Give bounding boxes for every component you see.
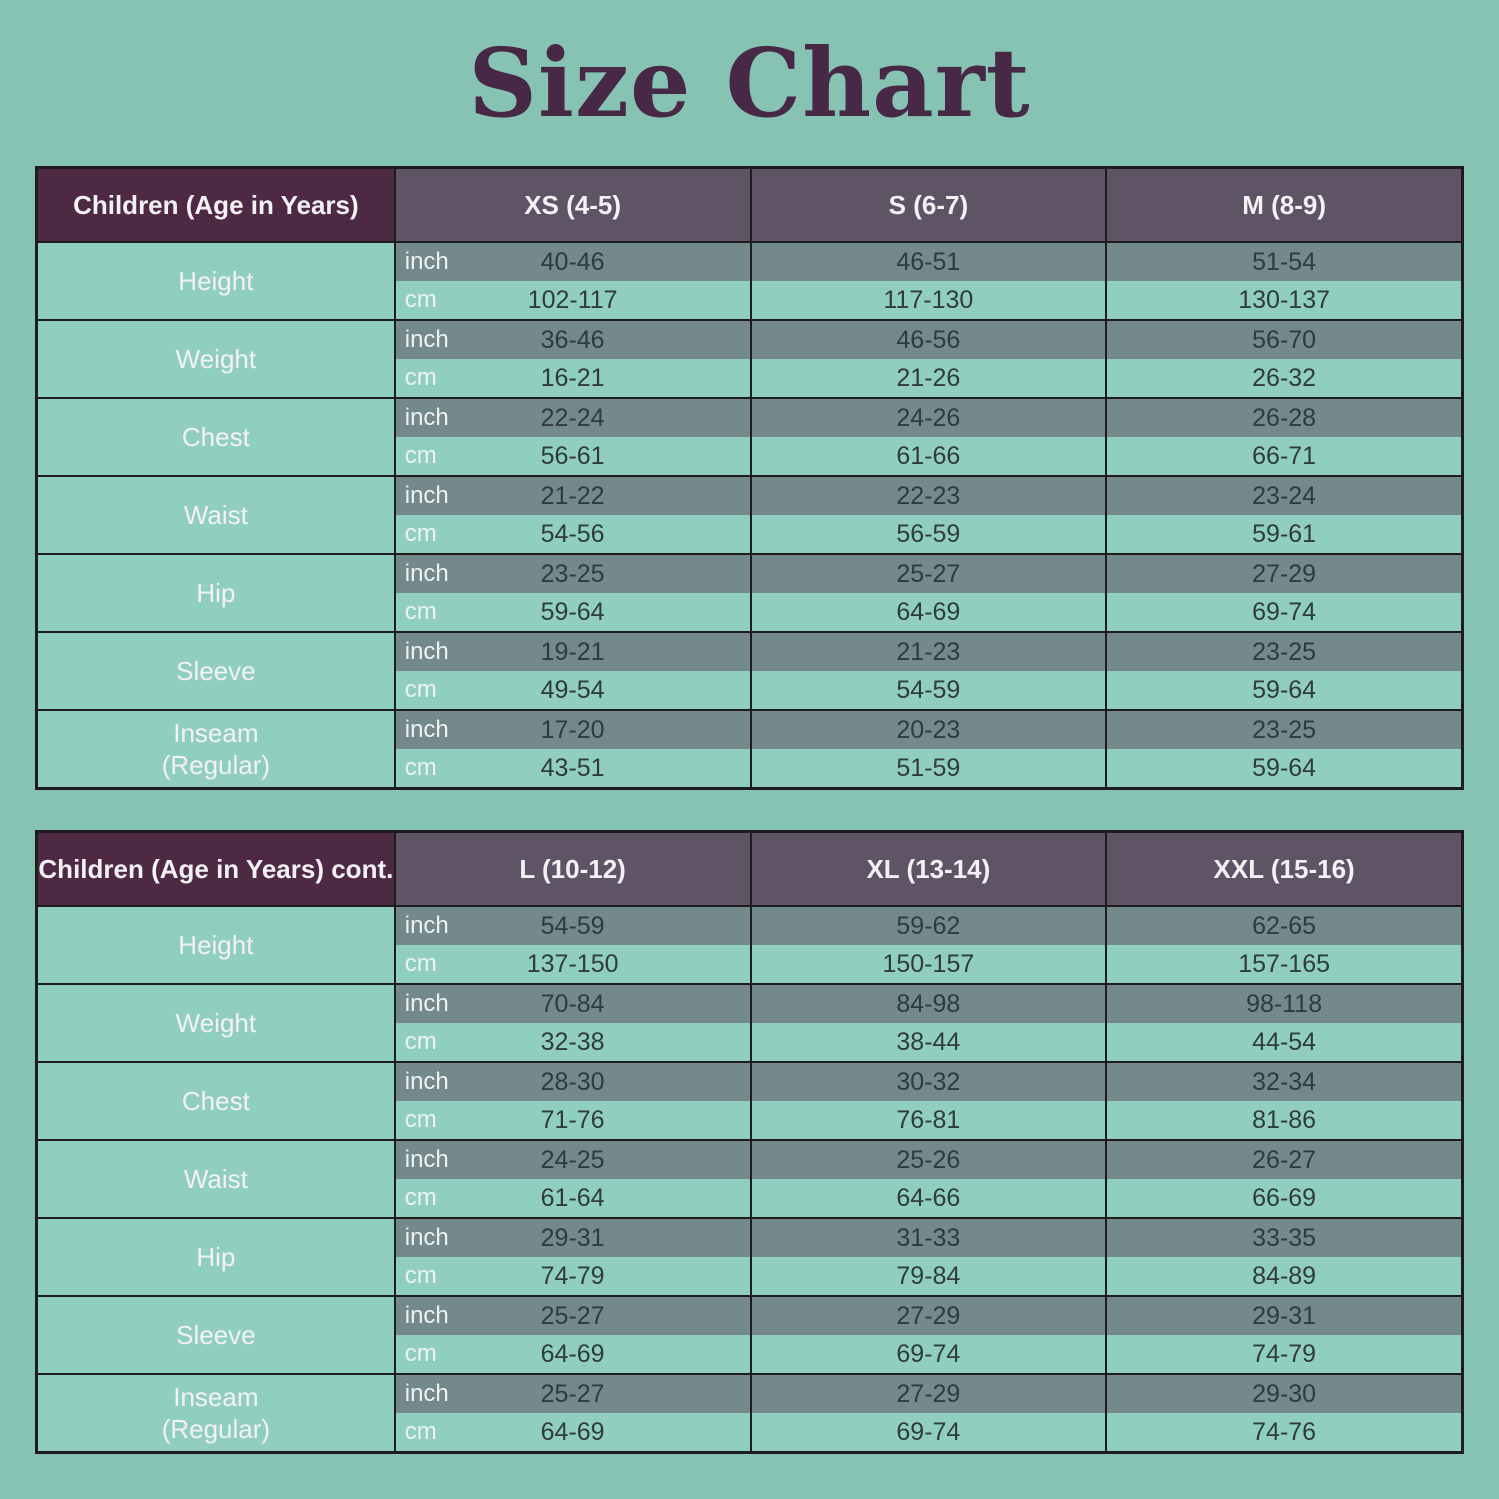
value-cell (752, 1297, 1106, 1335)
size-value-column (1105, 321, 1461, 397)
value-cell (396, 555, 750, 593)
measurement-label-sub: (Regular) (161, 750, 271, 780)
value-cell (1107, 985, 1461, 1023)
size-value-column (1105, 1063, 1461, 1139)
value-cell (1107, 243, 1461, 281)
value-text: 56-61 (540, 441, 605, 470)
size-value-column (394, 1141, 750, 1217)
value-cell (752, 945, 1106, 983)
value-text: 79-84 (896, 1261, 961, 1290)
value-cell (752, 399, 1106, 437)
value-cell (1107, 281, 1461, 319)
table-title-cell: Children (Age in Years) (38, 169, 394, 241)
measurement-block (38, 905, 1461, 983)
value-cell (396, 749, 750, 787)
size-value-column (394, 399, 750, 475)
measurement-block (38, 475, 1461, 553)
value-cell (752, 437, 1106, 475)
value-text: 81-86 (1252, 1105, 1317, 1134)
value-cell (396, 1297, 750, 1335)
value-text: 24-26 (896, 403, 961, 432)
value-cell (1107, 321, 1461, 359)
value-cell (396, 243, 750, 281)
size-table-children (35, 166, 1464, 790)
unit-label: cm (404, 1340, 437, 1367)
value-cell (752, 593, 1106, 631)
unit-label: cm (404, 1184, 437, 1211)
value-text: 59-64 (540, 597, 605, 626)
measurement-block (38, 397, 1461, 475)
value-text: 26-28 (1252, 403, 1317, 432)
size-column-header: L (10-12) (394, 833, 750, 905)
value-text: 54-56 (540, 519, 605, 548)
value-text: 64-69 (540, 1339, 605, 1368)
value-cell (396, 1413, 750, 1451)
value-cell (396, 985, 750, 1023)
value-text: 21-26 (896, 363, 961, 392)
value-cell (396, 1257, 750, 1295)
value-cell (1107, 1101, 1461, 1139)
value-cell (752, 1375, 1106, 1413)
value-cell (1107, 437, 1461, 475)
value-text: 23-24 (1252, 481, 1317, 510)
unit-label: cm (404, 1028, 437, 1055)
measurement-label-cell (38, 1219, 394, 1295)
value-cell (396, 1023, 750, 1061)
value-text: 26-27 (1252, 1145, 1317, 1174)
value-text: 66-71 (1252, 441, 1317, 470)
value-cell (1107, 1257, 1461, 1295)
value-text: 54-59 (896, 675, 961, 704)
value-cell (396, 1219, 750, 1257)
unit-label: cm (404, 950, 437, 977)
size-value-column (394, 1219, 750, 1295)
value-cell (752, 1063, 1106, 1101)
value-text: 40-46 (540, 247, 605, 276)
size-value-column (1105, 1297, 1461, 1373)
value-text: 46-56 (896, 325, 961, 354)
size-value-column (750, 1297, 1106, 1373)
measurement-label: Height (178, 929, 254, 960)
value-text: 21-23 (896, 637, 961, 666)
value-text: 17-20 (540, 715, 605, 744)
value-text: 59-62 (896, 911, 961, 940)
unit-label: inch (404, 326, 449, 353)
unit-label: inch (404, 1146, 449, 1173)
measurement-label-cell (38, 399, 394, 475)
value-text: 150-157 (882, 949, 975, 978)
value-cell (396, 1335, 750, 1373)
table-header-row (38, 169, 1461, 241)
size-value-column (750, 711, 1106, 787)
value-text: 59-61 (1252, 519, 1317, 548)
value-text: 130-137 (1238, 285, 1330, 314)
value-text: 98-118 (1246, 989, 1323, 1018)
unit-label: inch (404, 638, 449, 665)
value-cell (752, 1023, 1106, 1061)
value-cell (752, 711, 1106, 749)
unit-label: cm (404, 364, 437, 391)
value-cell (752, 243, 1106, 281)
value-text: 25-27 (540, 1301, 605, 1330)
value-cell (1107, 1375, 1461, 1413)
size-value-column (1105, 633, 1461, 709)
value-text: 22-24 (540, 403, 605, 432)
unit-label: inch (404, 1302, 449, 1329)
value-text: 32-38 (540, 1027, 605, 1056)
value-text: 69-74 (896, 1339, 961, 1368)
value-cell (396, 907, 750, 945)
size-value-column (1105, 399, 1461, 475)
measurement-block (38, 709, 1461, 787)
value-text: 38-44 (896, 1027, 961, 1056)
measurement-label-cell (38, 477, 394, 553)
value-cell (752, 281, 1106, 319)
size-value-column (394, 907, 750, 983)
value-cell (752, 633, 1106, 671)
value-cell (396, 1063, 750, 1101)
value-cell (752, 1335, 1106, 1373)
measurement-label-cell (38, 1141, 394, 1217)
value-text: 70-84 (540, 989, 605, 1018)
size-value-column (1105, 555, 1461, 631)
value-cell (752, 671, 1106, 709)
measurement-label-cell (38, 321, 394, 397)
value-cell (1107, 593, 1461, 631)
value-cell (396, 593, 750, 631)
value-cell (752, 907, 1106, 945)
measurement-block (38, 241, 1461, 319)
value-cell (752, 985, 1106, 1023)
value-cell (1107, 399, 1461, 437)
size-value-column (394, 243, 750, 319)
value-text: 43-51 (540, 753, 605, 782)
measurement-label: Inseam (173, 717, 259, 748)
unit-label: cm (404, 1262, 437, 1289)
measurement-block (38, 553, 1461, 631)
value-text: 27-29 (896, 1301, 961, 1330)
value-text: 54-59 (540, 911, 605, 940)
size-value-column (394, 1375, 750, 1451)
size-value-column (750, 321, 1106, 397)
size-value-column (394, 321, 750, 397)
unit-label: inch (404, 404, 449, 431)
measurement-label: Chest (181, 421, 250, 452)
size-value-column (394, 711, 750, 787)
value-cell (1107, 945, 1461, 983)
size-value-column (394, 555, 750, 631)
unit-label: cm (404, 1418, 437, 1445)
unit-label: cm (404, 598, 437, 625)
value-text: 46-51 (896, 247, 961, 276)
size-value-column (1105, 1141, 1461, 1217)
size-value-column (1105, 985, 1461, 1061)
unit-label: inch (404, 1068, 449, 1095)
measurement-label-cell (38, 1063, 394, 1139)
size-value-column (750, 633, 1106, 709)
value-text: 59-64 (1252, 753, 1317, 782)
measurement-label: Hip (196, 577, 236, 608)
value-text: 61-66 (896, 441, 961, 470)
value-text: 76-81 (896, 1105, 961, 1134)
measurement-label-cell (38, 711, 394, 787)
value-cell (1107, 749, 1461, 787)
measurement-label: Hip (196, 1241, 236, 1272)
value-cell (752, 1101, 1106, 1139)
value-text: 30-32 (896, 1067, 961, 1096)
value-text: 64-69 (896, 597, 961, 626)
value-text: 74-79 (540, 1261, 605, 1290)
measurement-label: Sleeve (176, 655, 256, 686)
unit-label: inch (404, 716, 449, 743)
measurement-label-cell (38, 985, 394, 1061)
measurement-label: Waist (183, 499, 248, 530)
value-cell (1107, 907, 1461, 945)
unit-label: inch (404, 248, 449, 275)
value-cell (1107, 1179, 1461, 1217)
size-column-header: XL (13-14) (750, 833, 1106, 905)
value-cell (1107, 671, 1461, 709)
size-value-column (750, 555, 1106, 631)
value-cell (752, 1179, 1106, 1217)
value-text: 64-66 (896, 1183, 961, 1212)
value-text: 84-89 (1252, 1261, 1317, 1290)
value-cell (396, 711, 750, 749)
value-text: 33-35 (1252, 1223, 1317, 1252)
unit-label: inch (404, 912, 449, 939)
value-text: 102-117 (527, 285, 618, 314)
value-text: 36-46 (540, 325, 605, 354)
value-text: 74-79 (1252, 1339, 1317, 1368)
value-cell (1107, 359, 1461, 397)
value-cell (396, 399, 750, 437)
value-cell (1107, 1335, 1461, 1373)
value-text: 51-54 (1252, 247, 1317, 276)
value-text: 137-150 (526, 949, 619, 978)
size-value-column (394, 985, 750, 1061)
measurement-block (38, 1061, 1461, 1139)
size-value-column (394, 633, 750, 709)
measurement-block (38, 1217, 1461, 1295)
value-cell (1107, 1141, 1461, 1179)
value-text: 19-21 (540, 637, 605, 666)
value-text: 21-22 (540, 481, 605, 510)
size-value-column (1105, 477, 1461, 553)
value-cell (396, 321, 750, 359)
unit-label: inch (404, 560, 449, 587)
value-text: 49-54 (540, 675, 605, 704)
unit-label: cm (404, 754, 437, 781)
value-cell (396, 1141, 750, 1179)
unit-label: inch (404, 1380, 449, 1407)
value-cell (752, 1219, 1106, 1257)
page-title: Size Chart (468, 27, 1031, 139)
measurement-label: Inseam (173, 1381, 259, 1412)
value-cell (752, 359, 1106, 397)
value-text: 51-59 (896, 753, 961, 782)
value-cell (752, 321, 1106, 359)
size-value-column (394, 477, 750, 553)
value-cell (1107, 515, 1461, 553)
value-text: 32-34 (1252, 1067, 1317, 1096)
value-cell (752, 1413, 1106, 1451)
unit-label: cm (404, 442, 437, 469)
value-cell (1107, 555, 1461, 593)
value-cell (396, 359, 750, 397)
table-header-row (38, 833, 1461, 905)
value-text: 29-30 (1252, 1379, 1317, 1408)
size-value-column (750, 399, 1106, 475)
size-value-column (750, 243, 1106, 319)
value-text: 22-23 (896, 481, 961, 510)
value-text: 69-74 (1252, 597, 1317, 626)
value-text: 23-25 (1252, 637, 1317, 666)
value-text: 117-130 (883, 285, 974, 314)
unit-label: cm (404, 286, 437, 313)
size-column-header: M (8-9) (1105, 169, 1461, 241)
measurement-label-cell (38, 633, 394, 709)
size-value-column (750, 985, 1106, 1061)
size-value-column (750, 1375, 1106, 1451)
value-text: 56-59 (896, 519, 961, 548)
size-value-column (750, 907, 1106, 983)
value-text: 25-26 (896, 1145, 961, 1174)
measurement-label-cell (38, 1375, 394, 1451)
value-text: 74-76 (1252, 1417, 1317, 1446)
measurement-label: Weight (175, 1007, 257, 1038)
unit-label: inch (404, 1224, 449, 1251)
value-cell (752, 555, 1106, 593)
value-cell (1107, 1219, 1461, 1257)
measurement-label-sub: (Regular) (161, 1414, 271, 1444)
value-text: 26-32 (1252, 363, 1317, 392)
value-cell (752, 749, 1106, 787)
value-text: 44-54 (1252, 1027, 1317, 1056)
value-text: 69-74 (896, 1417, 961, 1446)
measurement-block (38, 1373, 1461, 1451)
value-cell (752, 477, 1106, 515)
unit-label: inch (404, 990, 449, 1017)
value-cell (396, 437, 750, 475)
value-text: 66-69 (1252, 1183, 1317, 1212)
value-text: 29-31 (1252, 1301, 1317, 1330)
value-cell (396, 515, 750, 553)
value-text: 157-165 (1238, 949, 1330, 978)
size-value-column (1105, 711, 1461, 787)
size-value-column (750, 1141, 1106, 1217)
value-text: 25-27 (896, 559, 961, 588)
value-cell (396, 477, 750, 515)
title-area (35, 0, 1464, 166)
unit-label: cm (404, 520, 437, 547)
size-table-children-cont (35, 830, 1464, 1454)
value-text: 25-27 (540, 1379, 605, 1408)
size-value-column (750, 477, 1106, 553)
measurement-block (38, 319, 1461, 397)
unit-label: inch (404, 482, 449, 509)
measurement-label: Height (178, 265, 254, 296)
value-text: 28-30 (540, 1067, 605, 1096)
value-cell (396, 633, 750, 671)
value-text: 23-25 (540, 559, 605, 588)
size-column-header: XXL (15-16) (1105, 833, 1461, 905)
measurement-label: Weight (175, 343, 257, 374)
value-cell (396, 281, 750, 319)
size-value-column (394, 1063, 750, 1139)
value-text: 24-25 (540, 1145, 605, 1174)
value-cell (1107, 633, 1461, 671)
value-cell (1107, 1063, 1461, 1101)
value-cell (396, 1375, 750, 1413)
value-cell (752, 1141, 1106, 1179)
unit-label: cm (404, 676, 437, 703)
value-cell (1107, 477, 1461, 515)
value-cell (752, 1257, 1106, 1295)
value-cell (1107, 1297, 1461, 1335)
measurement-label-cell (38, 555, 394, 631)
size-value-column (750, 1219, 1106, 1295)
measurement-block (38, 1295, 1461, 1373)
value-text: 16-21 (540, 363, 605, 392)
size-value-column (750, 1063, 1106, 1139)
value-text: 23-25 (1252, 715, 1317, 744)
size-column-header: XS (4-5) (394, 169, 750, 241)
size-value-column (1105, 243, 1461, 319)
value-cell (396, 671, 750, 709)
size-value-column (1105, 907, 1461, 983)
value-text: 61-64 (540, 1183, 605, 1212)
value-text: 27-29 (1252, 559, 1317, 588)
measurement-block (38, 1139, 1461, 1217)
value-text: 62-65 (1252, 911, 1317, 940)
value-text: 71-76 (540, 1105, 605, 1134)
value-cell (396, 1101, 750, 1139)
measurement-label: Chest (181, 1085, 250, 1116)
value-cell (752, 515, 1106, 553)
value-text: 29-31 (540, 1223, 605, 1252)
value-text: 27-29 (896, 1379, 961, 1408)
value-text: 31-33 (896, 1223, 961, 1252)
value-text: 64-69 (540, 1417, 605, 1446)
value-text: 56-70 (1252, 325, 1317, 354)
value-cell (396, 1179, 750, 1217)
unit-label: cm (404, 1106, 437, 1133)
value-cell (1107, 1413, 1461, 1451)
value-text: 84-98 (896, 989, 961, 1018)
measurement-label-cell (38, 243, 394, 319)
value-text: 20-23 (896, 715, 961, 744)
measurement-label-cell (38, 907, 394, 983)
measurement-label: Sleeve (176, 1319, 256, 1350)
measurement-label: Waist (183, 1163, 248, 1194)
size-value-column (1105, 1219, 1461, 1295)
value-cell (1107, 1023, 1461, 1061)
value-cell (1107, 711, 1461, 749)
size-value-column (394, 1297, 750, 1373)
size-value-column (1105, 1375, 1461, 1451)
value-text: 59-64 (1252, 675, 1317, 704)
measurement-label-cell (38, 1297, 394, 1373)
value-cell (396, 945, 750, 983)
measurement-block (38, 631, 1461, 709)
measurement-block (38, 983, 1461, 1061)
size-column-header: S (6-7) (750, 169, 1106, 241)
table-title-cell: Children (Age in Years) cont. (38, 833, 394, 905)
